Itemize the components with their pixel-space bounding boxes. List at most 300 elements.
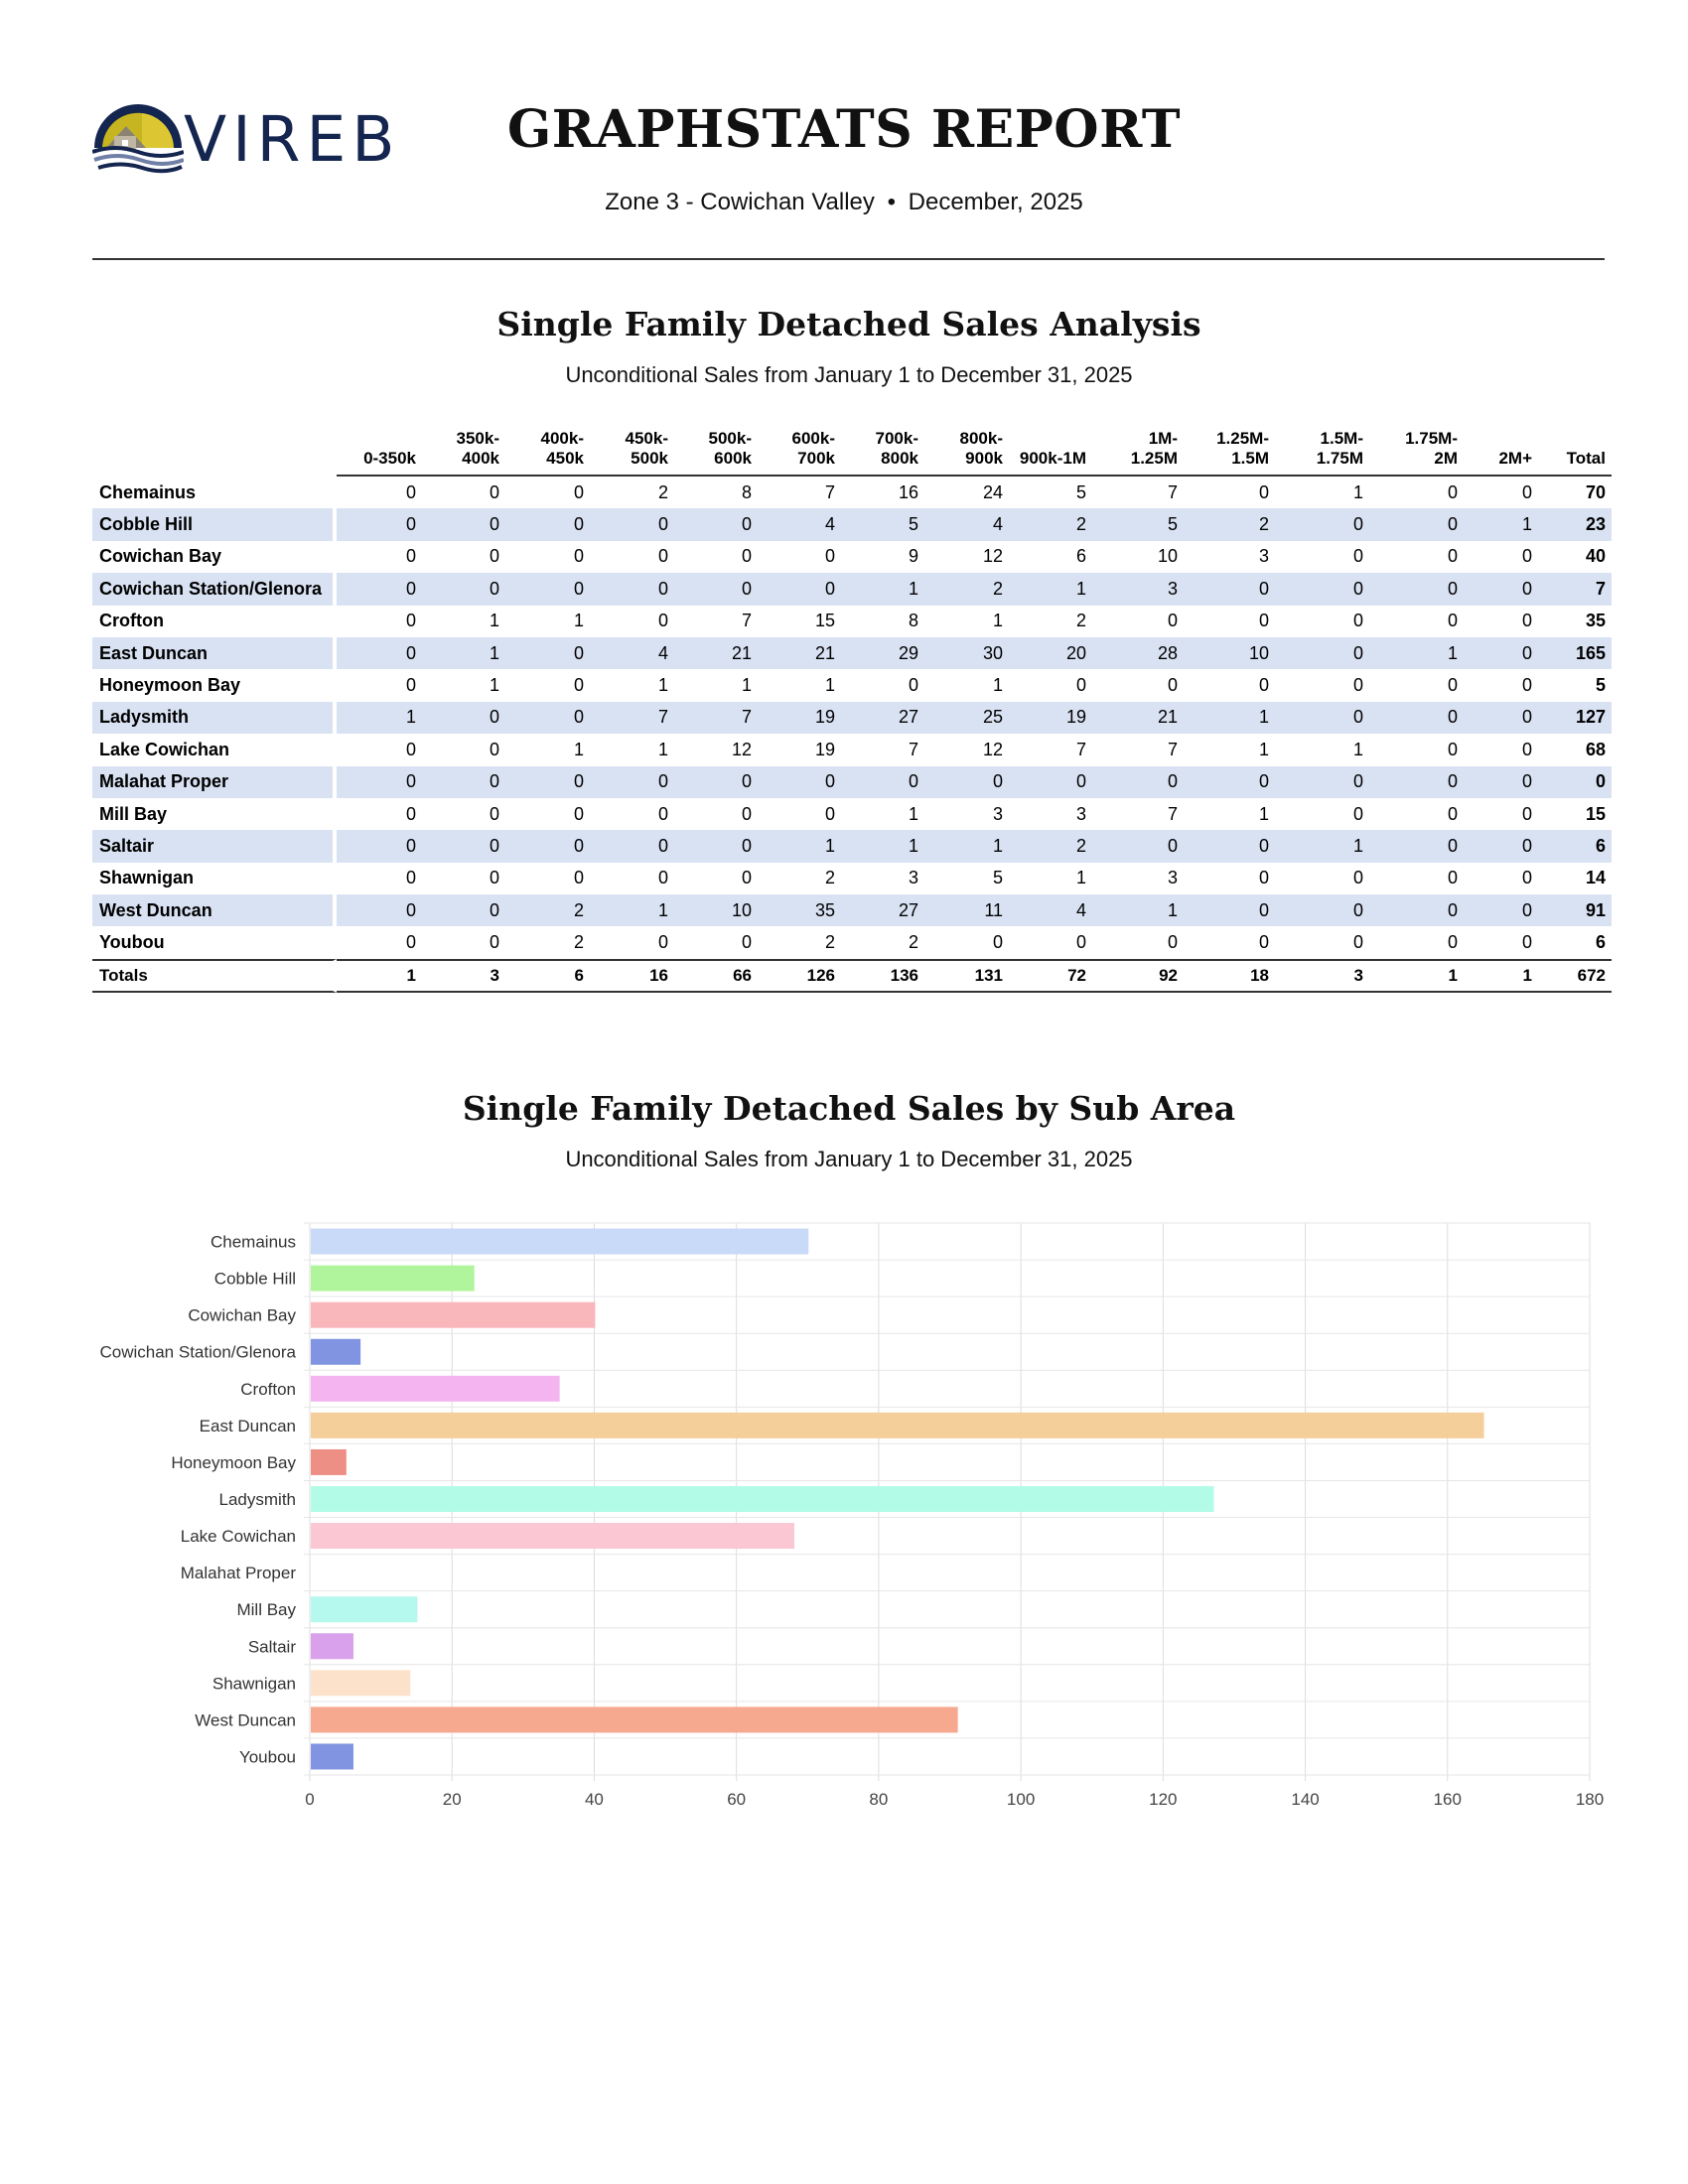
table-cell: 0 [1369,702,1464,734]
table-cell: 0 [1352,868,1363,888]
table-cell: 0 [657,932,668,953]
row-total-cell: 68 [1585,739,1606,759]
table-cell: 0 [1369,894,1464,926]
row-total-cell: 35 [1585,611,1606,631]
table-cell: 5 [841,508,924,540]
table-cell: 1 [1369,637,1464,669]
table-cell: 12 [982,546,1003,567]
table-cell: 0 [405,481,416,502]
table-cell: 0 [405,868,416,888]
table-cell: 0 [1275,766,1369,798]
table-cell: 1 [992,675,1003,696]
column-header: 600k- 700k [758,429,841,477]
table-cell: 0 [1258,868,1269,888]
table-cell: 0 [505,830,590,862]
table-cell: 0 [1075,932,1086,953]
table-cell: 0 [992,932,1003,953]
table-cell: 0 [924,766,1009,798]
column-header: 450k- 500k [590,429,674,477]
row-label: Cobble Hill [92,508,337,540]
table-cell: 0 [405,932,416,953]
x-tick-label: 120 [1149,1790,1178,1809]
table-cell: 0 [422,702,505,734]
table-cell: 1 [1092,894,1184,926]
table-cell: 0 [1521,611,1532,631]
table-cell: 3 [1258,546,1269,567]
table-cell: 16 [898,481,918,502]
table-cell: 0 [337,508,422,540]
table-cell: 0 [489,546,499,567]
category-label: Honeymoon Bay [171,1452,296,1472]
table-cell: 21 [674,637,758,669]
table-cell: 3 [1167,868,1178,888]
table-cell: 0 [1447,546,1458,567]
table-row [92,606,1612,637]
column-header: 500k- 600k [674,429,758,477]
table-cell: 0 [741,546,752,567]
table-cell: 2 [924,573,1009,605]
table-cell: 0 [1275,573,1369,605]
table-cell: 0 [1258,481,1269,502]
table-cell: 27 [841,894,924,926]
table-cell: 2 [657,481,668,502]
logo-text: VIREB [184,103,401,176]
table-cell: 0 [405,611,416,631]
table-cell: 2 [1075,611,1086,631]
table-cell: 0 [758,766,841,798]
column-header: 400k- 450k [505,429,590,477]
table-cell: 0 [1352,675,1363,696]
vireb-logo [92,100,420,180]
table-cell: 1 [1352,481,1363,502]
table-cell: 0 [505,573,590,605]
table-cell: 0 [337,573,422,605]
table-cell: 0 [573,546,584,567]
table-cell: 19 [1009,702,1092,734]
table-cell: 0 [1447,739,1458,759]
table-row [92,863,1612,894]
totals-row [92,959,1612,993]
table-cell: 0 [489,481,499,502]
table-cell: 0 [1447,868,1458,888]
table-cell: 0 [1447,675,1458,696]
table-cell: 1 [657,675,668,696]
table-cell: 0 [1521,803,1532,824]
table-cell: 21 [1092,702,1184,734]
table-cell: 0 [422,894,505,926]
bar [311,1449,347,1475]
table-cell: 3 [908,868,918,888]
table-row [92,541,1612,573]
row-label: Cowichan Station/Glenora [92,573,337,605]
table-cell: 0 [1167,932,1178,953]
table-cell: 2 [573,932,584,953]
table-cell: 4 [1009,894,1092,926]
row-total-cell: 14 [1585,868,1606,888]
chart-section-title: Single Family Detached Sales by Sub Area [462,1089,1236,1128]
table-cell: 0 [1464,894,1538,926]
table-cell: 1 [741,675,752,696]
table-cell: 0 [1184,894,1275,926]
table-cell: 8 [741,481,752,502]
column-header: 700k- 800k [841,429,924,477]
column-header: 1.25M- 1.5M [1184,429,1275,477]
column-header: 900k-1M [1009,429,1092,477]
table-cell: 0 [1352,611,1363,631]
table-cell: 0 [489,932,499,953]
table-cell: 1 [573,611,584,631]
table-cell: 19 [814,739,835,759]
table-cell: 0 [1275,637,1369,669]
table-cell: 0 [1258,675,1269,696]
column-header: 1.5M- 1.75M [1275,429,1369,477]
report-subtitle [407,189,1281,216]
table-cell: 0 [422,573,505,605]
table-cell: 4 [924,508,1009,540]
table-cell: 6 [505,959,590,993]
table-cell: 0 [1369,508,1464,540]
table-cell: 0 [337,894,422,926]
column-header: 1M- 1.25M [1092,429,1184,477]
table-cell: 1 [1075,868,1086,888]
row-total-cell: 127 [1538,702,1612,734]
table-cell: 0 [1275,894,1369,926]
column-header: 0-350k [337,429,422,477]
table-cell: 2 [505,894,590,926]
table-cell: 1 [657,739,668,759]
table-cell: 0 [337,766,422,798]
table-cell: 0 [657,546,668,567]
subtitle-separator: • [887,189,896,215]
table-cell: 0 [657,611,668,631]
x-tick-label: 60 [727,1790,747,1809]
chart-section-subtitle: Unconditional Sales from January 1 to December 31, 2025 [565,1147,1133,1171]
category-label: Chemainus [211,1232,296,1252]
table-cell: 0 [657,868,668,888]
row-total-cell: 5 [1595,675,1606,696]
row-label: West Duncan [92,894,337,926]
table-section-subtitle: Unconditional Sales from January 1 to December 31, 2025 [565,362,1133,387]
table-cell: 0 [1352,932,1363,953]
table-cell: 7 [1075,739,1086,759]
table-cell: 24 [982,481,1003,502]
table-cell: 0 [1275,508,1369,540]
table-cell: 2 [824,932,835,953]
row-label: Cowichan Bay [92,541,337,573]
table-cell: 66 [674,959,758,993]
bar [311,1670,410,1696]
table-cell: 3 [1092,573,1184,605]
bar [311,1376,560,1402]
category-label: Crofton [240,1379,296,1399]
table-cell: 0 [1464,830,1538,862]
table-cell: 2 [1184,508,1275,540]
table-cell: 21 [758,637,841,669]
row-total-cell: 70 [1585,481,1606,502]
table-cell: 28 [1092,637,1184,669]
bar [311,1413,1484,1438]
table-cell: 0 [505,702,590,734]
table-cell: 136 [841,959,924,993]
corner-cell [92,429,337,477]
table-cell: 1 [992,611,1003,631]
table-row [92,637,1612,669]
table-cell: 0 [674,508,758,540]
table-cell: 0 [405,546,416,567]
table-cell: 1 [924,830,1009,862]
category-label: Malahat Proper [180,1564,296,1583]
row-label: Honeymoon Bay [92,669,337,701]
bar [311,1266,475,1292]
row-total-cell: 91 [1538,894,1612,926]
table-cell: 1 [908,803,918,824]
table-cell: 2 [824,868,835,888]
table-cell: 0 [1521,546,1532,567]
table-cell: 0 [1184,573,1275,605]
table-cell: 0 [1521,932,1532,953]
table-cell: 5 [1092,508,1184,540]
row-total-cell: 0 [1538,766,1612,798]
table-cell: 1 [337,702,422,734]
table-row [92,734,1612,765]
table-row [92,477,1612,508]
table-cell: 0 [422,508,505,540]
table-cell: 0 [741,932,752,953]
table-cell: 0 [824,546,835,567]
category-label: West Duncan [195,1710,296,1730]
table-cell: 0 [1369,766,1464,798]
table-cell: 0 [337,637,422,669]
table-cell: 0 [1167,675,1178,696]
table-cell: 3 [1275,959,1369,993]
row-label: Mill Bay [92,798,337,830]
bar [311,1302,595,1328]
category-label: Cobble Hill [213,1269,296,1289]
table-cell: 6 [1075,546,1086,567]
category-label: Saltair [247,1637,296,1657]
table-cell: 7 [908,739,918,759]
report-date: December, 2025 [908,189,1083,215]
x-tick-label: 20 [442,1790,462,1809]
table-cell: 7 [1167,481,1178,502]
bar [311,1633,353,1659]
table-cell: 0 [1369,573,1464,605]
row-total-cell: 40 [1585,546,1606,567]
table-cell: 0 [674,830,758,862]
row-total-cell: 165 [1538,637,1612,669]
column-header: 350k- 400k [422,429,505,477]
table-cell: 0 [758,573,841,605]
table-cell: 1 [422,637,505,669]
table-cell: 20 [1009,637,1092,669]
bar [311,1229,808,1255]
row-total-cell: 672 [1538,959,1612,993]
table-cell: 7 [824,481,835,502]
column-header: 1.75M- 2M [1369,429,1464,477]
row-label: Ladysmith [92,702,337,734]
x-tick-label: 100 [1006,1790,1036,1809]
table-cell: 0 [908,675,918,696]
bar [311,1706,958,1732]
table-cell: 10 [674,894,758,926]
bar [311,1743,353,1769]
x-tick-label: 180 [1575,1790,1605,1809]
table-cell: 0 [1258,932,1269,953]
table-cell: 27 [841,702,924,734]
table-cell: 30 [924,637,1009,669]
table-cell: 1 [1369,959,1464,993]
row-total-cell: 15 [1585,803,1606,824]
table-cell: 18 [1184,959,1275,993]
table-cell: 1 [573,739,584,759]
table-row [92,573,1612,605]
table-section-title: Single Family Detached Sales Analysis [496,305,1201,343]
table-cell: 0 [1521,675,1532,696]
table-cell: 7 [1167,739,1178,759]
table-cell: 1 [1184,702,1275,734]
table-cell: 0 [337,830,422,862]
table-cell: 0 [1184,830,1275,862]
sales-analysis-table [92,429,1612,993]
table-cell: 92 [1092,959,1184,993]
table-cell: 0 [489,739,499,759]
table-cell: 1 [489,611,499,631]
row-label: Lake Cowichan [92,734,337,765]
row-label: Shawnigan [92,863,337,894]
row-label: Crofton [92,606,337,637]
row-total-cell: 23 [1538,508,1612,540]
table-cell: 0 [590,766,674,798]
bar [311,1596,417,1622]
table-cell: 1 [841,830,924,862]
table-cell: 0 [674,766,758,798]
table-cell: 5 [1075,481,1086,502]
table-cell: 72 [1009,959,1092,993]
table-cell: 1 [590,894,674,926]
table-row [92,926,1612,958]
category-label: East Duncan [199,1416,296,1435]
table-cell: 7 [741,611,752,631]
table-cell: 19 [758,702,841,734]
row-total-cell: 6 [1595,932,1606,953]
table-cell: 1 [1352,739,1363,759]
table-cell: 0 [1275,702,1369,734]
table-cell: 0 [405,803,416,824]
row-label: Totals [92,959,337,993]
row-label: East Duncan [92,637,337,669]
table-cell: 1 [337,959,422,993]
x-tick-label: 160 [1433,1790,1462,1809]
table-cell: 8 [908,611,918,631]
table-cell: 3 [992,803,1003,824]
table-cell: 25 [924,702,1009,734]
table-cell: 1 [1464,508,1538,540]
row-label: Saltair [92,830,337,862]
table-cell: 2 [1009,508,1092,540]
table-cell: 1 [758,830,841,862]
row-label: Chemainus [92,477,337,508]
table-cell: 0 [590,830,674,862]
column-header-total: Total [1538,429,1612,477]
table-cell: 3 [1075,803,1086,824]
x-tick-label: 40 [584,1790,604,1809]
table-cell: 5 [992,868,1003,888]
table-cell: 0 [1009,766,1092,798]
report-title: GRAPHSTATS REPORT [506,99,1182,160]
bar [311,1486,1213,1512]
house-logo-icon [92,100,184,180]
table-cell: 0 [1447,803,1458,824]
table-cell: 12 [731,739,752,759]
table-cell: 11 [924,894,1009,926]
table-cell: 0 [505,508,590,540]
x-tick-label: 0 [305,1790,315,1809]
table-cell: 0 [1464,702,1538,734]
table-cell: 0 [1464,637,1538,669]
table-cell: 0 [1352,546,1363,567]
row-label: Malahat Proper [92,766,337,798]
table-cell: 0 [1184,766,1275,798]
table-cell: 126 [758,959,841,993]
zone-label: Zone 3 - Cowichan Valley [605,189,875,215]
table-cell: 1 [1275,830,1369,862]
table-row [92,894,1612,926]
category-label: Lake Cowichan [180,1527,296,1547]
category-label: Youbou [238,1747,296,1767]
table-cell: 0 [741,803,752,824]
table-cell: 0 [405,675,416,696]
table-row [92,830,1612,862]
table-header-row [92,429,1612,477]
table-cell: 1 [841,573,924,605]
header-divider [92,258,1605,260]
table-cell: 7 [590,702,674,734]
table-cell: 0 [1447,932,1458,953]
table-cell: 12 [982,739,1003,759]
table-cell: 0 [841,766,924,798]
table-cell: 0 [1167,611,1178,631]
table-cell: 0 [590,573,674,605]
table-cell: 0 [505,637,590,669]
row-total-cell: 6 [1538,830,1612,862]
table-cell: 0 [489,803,499,824]
table-cell: 7 [674,702,758,734]
table-cell: 0 [1369,830,1464,862]
table-cell: 0 [573,675,584,696]
table-cell: 1 [1009,573,1092,605]
table-cell: 1 [1258,803,1269,824]
table-cell: 0 [1352,803,1363,824]
table-cell: 1 [1464,959,1538,993]
table-row [92,798,1612,830]
bar [311,1523,794,1549]
table-cell: 1 [1258,739,1269,759]
table-cell: 3 [422,959,505,993]
table-cell: 1 [489,675,499,696]
table-cell: 0 [674,573,758,605]
table-cell: 0 [1258,611,1269,631]
table-cell: 0 [1521,481,1532,502]
table-cell: 0 [824,803,835,824]
table-cell: 10 [1184,637,1275,669]
category-label: Mill Bay [236,1600,296,1620]
sales-by-sub-area-chart [0,1201,1688,1817]
table-cell: 0 [1092,766,1184,798]
table-row [92,702,1612,734]
table-cell: 10 [1157,546,1178,567]
table-cell: 0 [1521,868,1532,888]
table-cell: 7 [1167,803,1178,824]
